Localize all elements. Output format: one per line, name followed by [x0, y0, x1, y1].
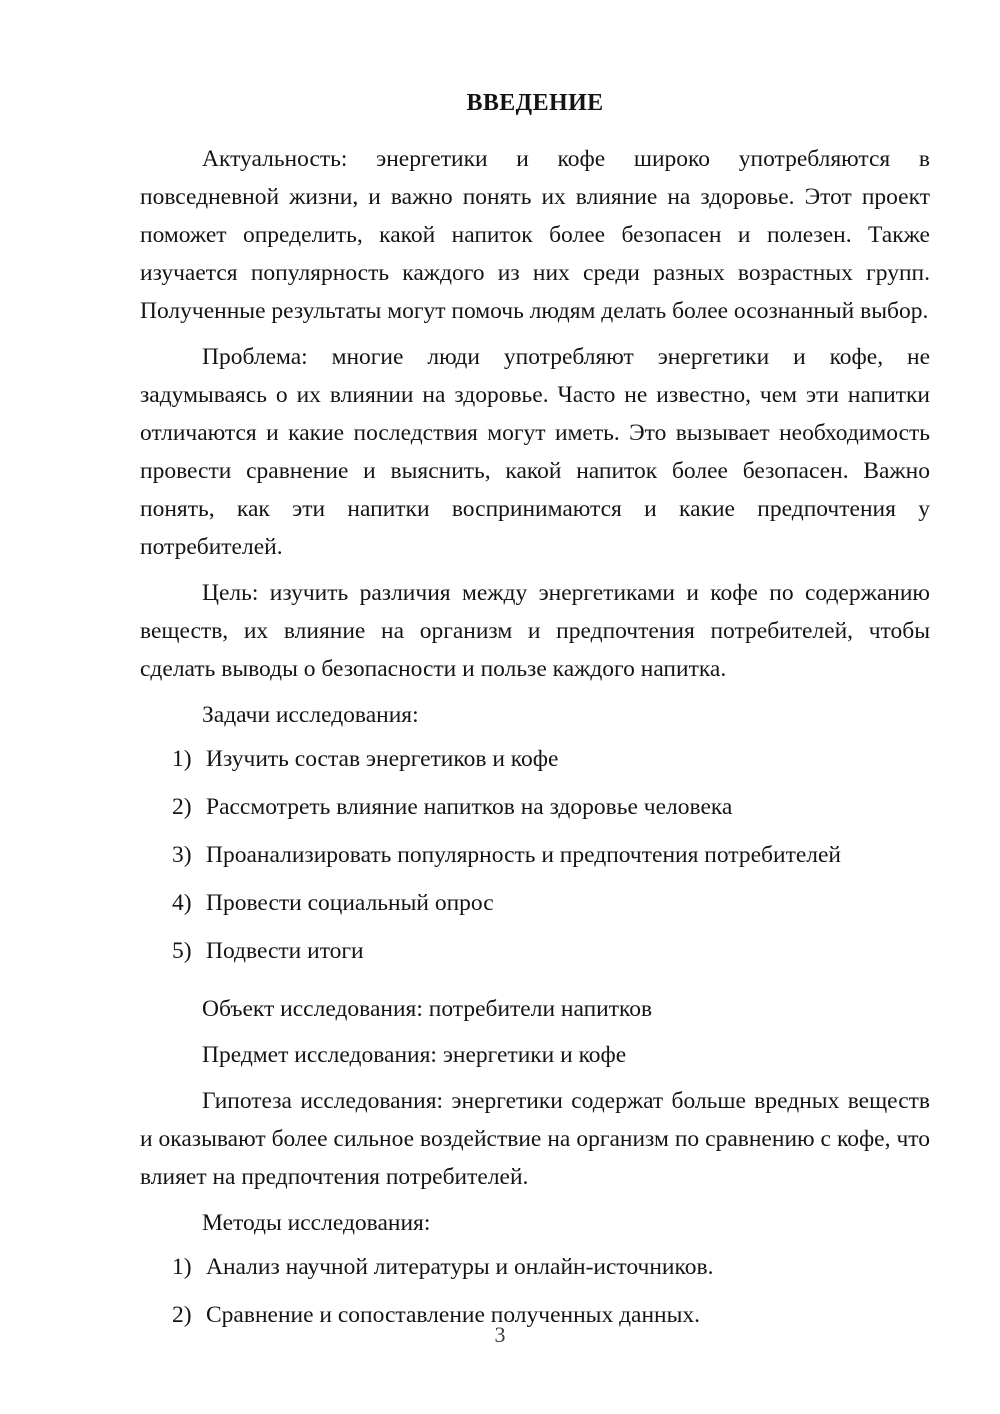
paragraph-relevance: Актуальность: энергетики и кофе широко употребляются в повседневной жизни, и важно понять их влияние на здоровье. Этот проект поможет определить, какой напиток более безопасен и полезен. Также изучается популярность каждого из них среди разных возрастных групп. Полученные результаты могут помочь людям делать более осознанный выбор. — [140, 146, 930, 324]
list-marker: 1) — [172, 746, 192, 772]
paragraph-goal: Цель: изучить различия между энергетиками и кофе по содержанию веществ, их влияние на организм и предпочтения потребителей, чтобы сделать выводы о безопасности и пользе каждого напитка. — [140, 580, 930, 682]
list-marker: 4) — [172, 890, 192, 916]
paragraph-subject: Предмет исследования: энергетики и кофе — [202, 1042, 627, 1068]
list-item — [140, 788, 930, 826]
spacer — [140, 980, 930, 990]
list-marker: 1) — [172, 1254, 192, 1280]
list-item-label: Проанализировать популярность и предпочтения потребителей — [206, 842, 842, 868]
list-item-label: Изучить состав энергетиков и кофе — [206, 746, 559, 772]
list-item-label: Провести социальный опрос — [206, 890, 494, 916]
list-item-label: Подвести итоги — [206, 938, 364, 964]
list-item — [140, 836, 930, 874]
list-item-label: Сравнение и сопоставление полученных данных. — [206, 1302, 701, 1328]
list-marker: 3) — [172, 842, 192, 868]
tasks-list — [140, 740, 930, 970]
list-item — [140, 932, 930, 970]
page-title: ВВЕДЕНИЕ — [466, 90, 604, 116]
list-item — [140, 1248, 930, 1286]
list-item — [140, 740, 930, 778]
paragraph-problem: Проблема: многие люди употребляют энергетики и кофе, не задумываясь о их влиянии на здоровье. Часто не известно, чем эти напитки отличаются и какие последствия могут иметь. Это вызывает необходимость провести сравнение и выяснить, какой напиток более безопасен. Важно понять, как эти напитки воспринимаются и какие предпочтения у потребителей. — [140, 344, 930, 560]
paragraph-object: Объект исследования: потребители напитков — [202, 996, 653, 1022]
page-number: 3 — [494, 1322, 506, 1347]
list-marker: 2) — [172, 794, 192, 820]
list-marker: 2) — [172, 1302, 192, 1328]
list-item — [140, 884, 930, 922]
methods-heading: Методы исследования: — [202, 1210, 431, 1236]
document-body — [140, 88, 930, 1344]
list-item-label: Рассмотреть влияние напитков на здоровье человека — [206, 794, 733, 820]
list-marker: 5) — [172, 938, 192, 964]
paragraph-hypothesis: Гипотеза исследования: энергетики содержат больше вредных веществ и оказывают более сильное воздействие на организм по сравнению с кофе, что влияет на предпочтения потребителей. — [140, 1088, 930, 1190]
tasks-heading: Задачи исследования: — [202, 702, 419, 728]
list-item-label: Анализ научной литературы и онлайн-источников. — [206, 1254, 714, 1280]
